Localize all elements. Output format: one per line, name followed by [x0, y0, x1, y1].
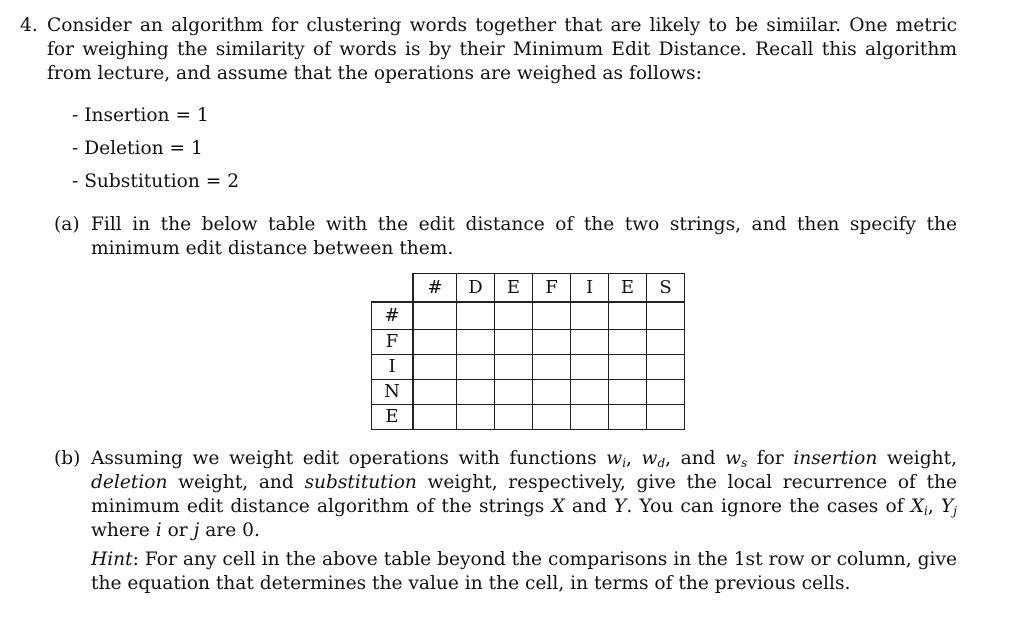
table-cell[interactable] — [533, 380, 571, 405]
table-cell[interactable] — [609, 380, 647, 405]
math-i: i — [155, 520, 162, 541]
math-subscript: j — [953, 504, 957, 518]
table-row — [372, 405, 685, 430]
math-subscript: d — [657, 456, 666, 470]
table-cell[interactable] — [571, 405, 609, 430]
table-cell[interactable] — [413, 405, 457, 430]
row-header: I — [372, 355, 414, 380]
table-cell[interactable] — [457, 380, 495, 405]
part-a-label: (a) — [54, 214, 80, 235]
part-b-text-segment: weight, — [877, 448, 957, 469]
table-cell[interactable] — [571, 355, 609, 380]
table-cell[interactable] — [495, 355, 533, 380]
emphasis-substitution: substitution — [304, 472, 417, 493]
part-b-text-segment: . You can ignore the cases of — [626, 496, 911, 517]
row-header: E — [372, 405, 414, 430]
column-header: F — [533, 274, 571, 303]
table-cell[interactable] — [533, 355, 571, 380]
row-header: F — [372, 330, 414, 355]
table-cell[interactable] — [609, 330, 647, 355]
part-b-text-segment: , — [927, 496, 941, 517]
table-cell[interactable] — [533, 330, 571, 355]
part-b-text-segment: and — [564, 496, 615, 517]
table-row — [372, 302, 685, 330]
edit-distance-table — [371, 273, 685, 430]
column-header: E — [495, 274, 533, 303]
table-row — [372, 330, 685, 355]
row-header: # — [372, 302, 414, 330]
table-cell[interactable] — [457, 355, 495, 380]
table-cell[interactable] — [647, 355, 685, 380]
table-cell[interactable] — [533, 405, 571, 430]
column-header: D — [457, 274, 495, 303]
part-b-text-segment: for — [747, 448, 794, 469]
part-a-text: Fill in the below table with the edit distance of the two strings, and then specify the minimum edit distance between them. — [91, 214, 957, 259]
table-cell[interactable] — [571, 330, 609, 355]
table-cell[interactable] — [533, 302, 571, 330]
table-corner-cell — [372, 274, 414, 303]
math-w-i: w — [606, 448, 623, 469]
math-x: X — [551, 496, 565, 517]
hint-label: Hint — [91, 549, 133, 570]
math-subscript: s — [741, 456, 748, 470]
row-header: N — [372, 380, 414, 405]
table-cell[interactable] — [609, 355, 647, 380]
column-header: E — [609, 274, 647, 303]
part-a — [54, 213, 957, 261]
operation-weights-list — [72, 104, 239, 203]
math-y-j: Y — [940, 496, 954, 517]
math-subscript: i — [924, 504, 928, 518]
part-b-text-segment: weight, respectively, give the local recurrence of the minimum edit distance algorithm of the strings — [91, 472, 958, 517]
table-header-row — [372, 274, 685, 303]
math-x-i: X — [910, 496, 925, 517]
table-cell[interactable] — [571, 380, 609, 405]
table-cell[interactable] — [495, 330, 533, 355]
table-cell[interactable] — [647, 330, 685, 355]
part-b-text-segment: or — [161, 520, 194, 541]
column-header: I — [571, 274, 609, 303]
emphasis-insertion: insertion — [793, 448, 878, 469]
table-cell[interactable] — [457, 302, 495, 330]
emphasis-deletion: deletion — [91, 472, 168, 493]
hint — [91, 548, 957, 596]
question-number: 4. — [20, 15, 38, 36]
table-cell[interactable] — [647, 405, 685, 430]
math-j: j — [193, 520, 200, 541]
question-intro: Consider an algorithm for clustering words together that are likely to be simiilar. One metric for weighing the similarity of words is by their Minimum Edit Distance. Recall this algorithm from lecture, and assume that the operations are weighed as follows: — [47, 15, 957, 84]
table-row — [372, 380, 685, 405]
table-cell[interactable] — [609, 302, 647, 330]
operation-substitution: - Substitution = 2 — [72, 171, 240, 192]
column-header: S — [647, 274, 685, 303]
table-cell[interactable] — [495, 380, 533, 405]
table-cell[interactable] — [413, 355, 457, 380]
math-y: Y — [614, 496, 627, 517]
column-header: # — [413, 274, 457, 303]
table-cell[interactable] — [571, 302, 609, 330]
table-row — [372, 355, 685, 380]
part-b-text — [91, 447, 957, 543]
part-b-text-segment: are 0. — [199, 520, 260, 541]
part-b-text-segment: Assuming we weight edit operations with functions — [91, 448, 607, 469]
table-cell[interactable] — [609, 405, 647, 430]
table-cell[interactable] — [457, 330, 495, 355]
part-b-text-segment: where — [91, 520, 156, 541]
math-subscript: i — [622, 456, 627, 470]
part-b — [54, 447, 957, 543]
part-b-label: (b) — [54, 448, 81, 469]
table-cell[interactable] — [457, 405, 495, 430]
table-cell[interactable] — [413, 380, 457, 405]
table-cell[interactable] — [495, 302, 533, 330]
part-b-text-segment: weight, and — [167, 472, 305, 493]
table-cell[interactable] — [647, 302, 685, 330]
table-cell[interactable] — [647, 380, 685, 405]
math-w-d: w — [641, 448, 658, 469]
math-w-s: w — [725, 448, 742, 469]
part-b-text-segment: , and — [665, 448, 726, 469]
table-cell[interactable] — [413, 330, 457, 355]
table-cell[interactable] — [413, 302, 457, 330]
part-b-text-segment: , — [626, 448, 642, 469]
table-cell[interactable] — [495, 405, 533, 430]
operation-insertion: - Insertion = 1 — [72, 105, 209, 126]
operation-deletion: - Deletion = 1 — [72, 138, 203, 159]
hint-text: : For any cell in the above table beyond the comparisons in the 1st row or column, give the equation that determines the value in the cell, in terms of the previous cells. — [91, 549, 957, 594]
